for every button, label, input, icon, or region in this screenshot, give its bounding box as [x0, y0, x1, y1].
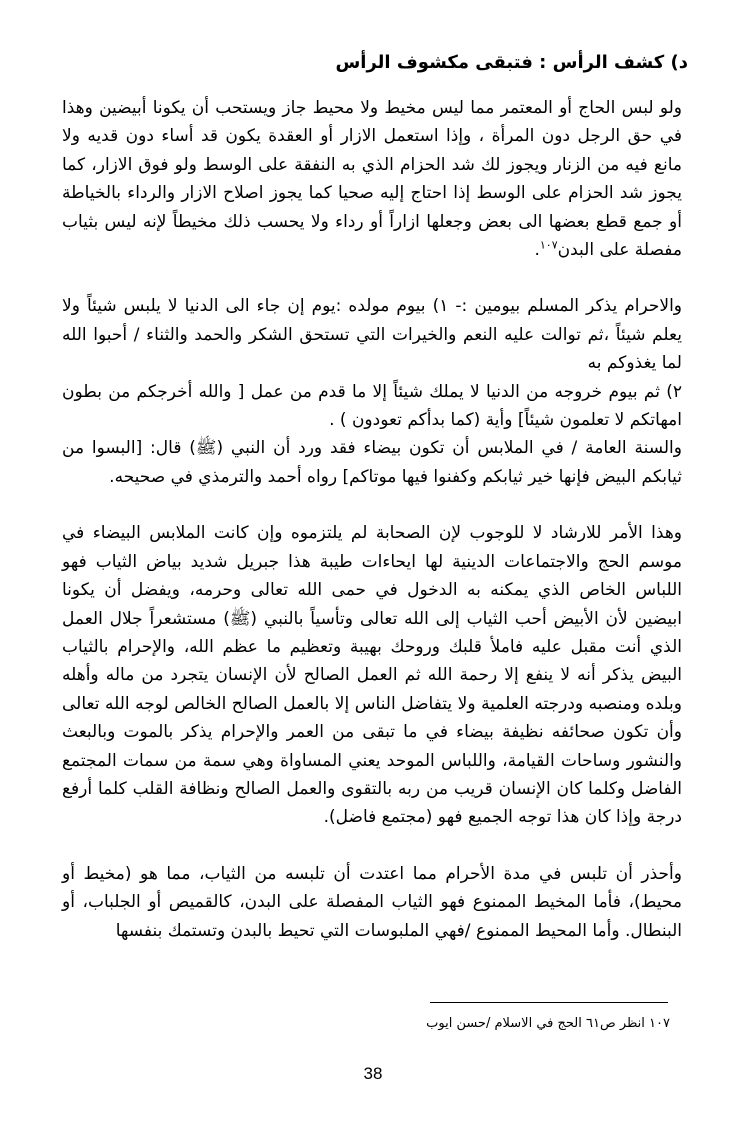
footnote-divider [430, 1002, 668, 1003]
paragraph-1-text: ولو لبس الحاج أو المعتمر مما ليس مخيط ولا محيط جاز ويستحب أن يكونا أبيضين وهذا في حق الرجل دون المرأة ، وإذا استعمل الازار أو العقدة يكون قد أساء دون قديه ولا مانع فيه من الزنار ويجوز لك شد الحزام الذي به النفقة على الوسط ولو فوق الازار، كما يجوز شد الحزام على الوسط إذا احتاج إليه صحيا كما يجوز اصلاح الازار والرداء بالخياطة أو جمع قطع بعضها الى بعض وجعلها ازاراً أو رداء ولا يحسب ذلك مخيطاً لإنه ليس بثياب مفصلة على البدن [62, 98, 682, 261]
paragraph-6: وأحذر أن تلبس في مدة الأحرام مما اعتدت أن تلبسه من الثياب، مما هو (مخيط أو محيط)، فأما المخيط الممنوع فهو الثياب المفصلة على البدن، كالقميص أو الجلباب، أو البنطال. وأما المحيط الممنوع /فهي الملبوسات التي تحيط بالبدن وتستمك بنفسها [62, 863, 682, 941]
paragraph-2: والاحرام يذكر المسلم بيومين :- ١) بيوم مولده :يوم إن جاء الى الدنيا لا يلبس شيئاً ولا يعلم شيئاً ،ثم توالت عليه النعم والخيرات التي تستحق الشكر والحمد والثناء / أحبوا الله لما يغذوكم به [62, 296, 683, 374]
paragraph-3: ٢) ثم بيوم خروجه من الدنيا لا يملك شيئاً إلا ما قدم من عمل [ والله أخرجكم من بطون امهاتكم لا تعلمون شيئاً] وأية (كما بدأكم تعودون ) . [62, 381, 682, 431]
page-body [62, 94, 682, 973]
paragraph-1 [62, 94, 682, 264]
page-number: 38 [363, 1064, 383, 1083]
paragraph-5: وهذا الأمر للارشاد لا للوجوب لإن الصحابة لم يلتزموه وإن كانت الملابس البيضاء في موسم الحج والاجتماعات الدينية لها ايحاءات طيبة هذا جبريل شديد بياض الثياب فهو اللباس الخاص الذي يمكنه به الدخول في حمى الله تعالى وحرمه، ويفضل أن يكونا ابيضين لأن الأبيض أحب الثياب إلى الله تعالى وتأسياً بالنبي (ﷺ) مستشعراً جلال العمل الذي أنت مقبل عليه فاملأ قلبك وروحك بهيبة وتعظيم ما عظم الله، والإحرام بالثياب البيض يذكر أنه لا ينفع إلا رحمة الله ثم العمل الصالح لأن الإنسان يتجرد من ماله وأهله وبلده ومنصبه ودرجته العلمية ولا يتفاضل الناس إلا بالعمل الصالح الخالص لوجه الله تعالى وأن تكون صحائفه نظيفة بيضاء في ما تبقى من العمر والإحرام يذكر بالموت وبالبعث والنشور وساحات القيامة، واللباس الموحد يعني المساواة وهي سمة من سمات المجتمع الفاضل وكلما كان الإنسان قريب من ربه بالتقوى والعمل الصالح ونظافة القلب كلما أرفع درجة وإذا كان هذا توجه الجميع فهو (مجتمع فاضل). [62, 523, 682, 828]
paragraph-4: والسنة العامة / في الملابس أن تكون بيضاء فقد ورد أن النبي (ﷺ) قال: [البسوا من ثيابكم البيض فإنها خير ثيابكم وكفنوا فيها موتاكم] رواه أحمد والترمذي في صحيحه. [62, 438, 682, 487]
paragraph-1-end: . [534, 240, 540, 261]
footnote: ١٠٧ انظر ص٦١ الحج في الاسلام /حسن ايوب [426, 1016, 670, 1031]
section-heading: د) كشف الرأس : فتبقى مكشوف الرأس [335, 52, 688, 73]
footnote-reference[interactable]: ١٠٧ [539, 238, 558, 252]
